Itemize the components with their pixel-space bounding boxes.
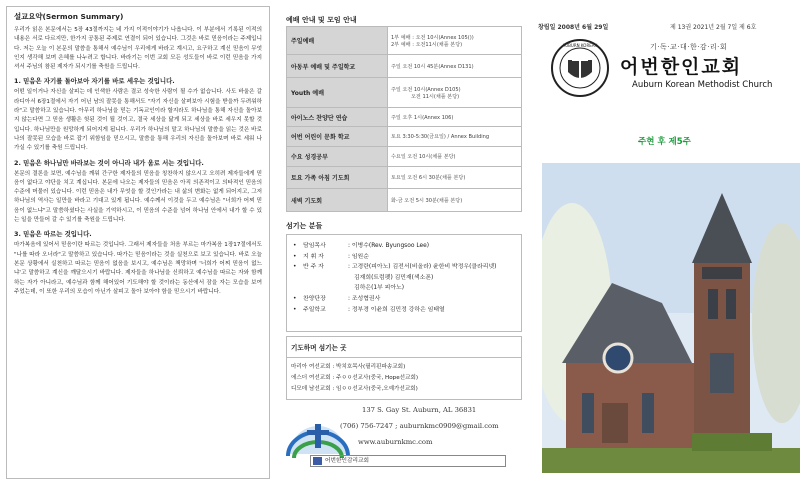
choir-title: 섬기는 분들 bbox=[286, 222, 323, 230]
schedule-row bbox=[287, 167, 521, 189]
schedule-title: 예배 안내 및 모임 안내 bbox=[286, 16, 357, 24]
schedule-row bbox=[287, 27, 521, 55]
choir-label: 지 휘 자 bbox=[303, 253, 324, 260]
prayer-item: 마리아 여선교회 : 박치호목사(필리핀파송교회) bbox=[291, 364, 406, 370]
church-building-photo bbox=[542, 163, 800, 473]
schedule-row-time bbox=[388, 147, 521, 166]
sermon-point-2-title: 2. 믿음은 하나님만 바라보는 것이 아니라 내가 움로 서는 것입니다. bbox=[14, 158, 204, 167]
prayer-title: 기도하며 섬기는 곳 bbox=[287, 337, 521, 358]
choir-value: : 고경란(피아노) 김전서(비올라) 윤한비 박정우(클라리넷) bbox=[348, 264, 497, 271]
choir-list bbox=[286, 234, 522, 332]
schedule-row-name: 아이노스 찬양단 연습 bbox=[287, 108, 388, 126]
schedule-row bbox=[287, 147, 521, 167]
choir-value: : 이병수(Rev. Byungsoo Lee) bbox=[348, 243, 430, 249]
church-logo-icon bbox=[286, 414, 350, 458]
choir-item bbox=[293, 273, 515, 284]
schedule-time-line: 주일 오후 1시(Annex 106) bbox=[391, 114, 454, 121]
issue-info: 제 13권 2021년 2월 7일 제 6호 bbox=[670, 24, 757, 31]
choir-value: : 임원순 bbox=[348, 253, 369, 260]
schedule-row bbox=[287, 127, 521, 147]
church-english-name: Auburn Korean Methodist Church bbox=[632, 80, 773, 90]
choir-item: • 반 주 자 : 고경란(피아노) 김전서(비올라) 윤한비 박정우(클라리넷) bbox=[293, 262, 515, 273]
sermon-point-2-body: 본문의 결론을 보면, 예수님을 깨워 간구한 제자들의 믿음을 칭찬하지 않으시고 오히려 제자들에게 믿음이 없다고 야단을 치고 계십니다. 본문에 나오는 제자들의 믿음은 아직 의존적이고 의타적인 믿음의 수준에 머물러 있습니다. 이런 믿음은 내가 무엇을 할 것인가라는 내 삶의 변화는 없게 되어지고, 그저 하나님의 역사는 일만을 바라고 기대고 있게 됩니다. 예수께서 이것을 두고 예수님은 "너희가 어찌 믿음이 없느냐"고 말씀하셨다는 사실을 기억하시고, 이 믿음의 수준을 넘어 하나님 안에서 내가 할 수 있는 일을 만들어 갈 수 있기를 축원을 드립니다. bbox=[14, 170, 262, 224]
choir-value: : 정부경 이윤희 김민정 강하은 임태열 bbox=[348, 306, 445, 313]
choir-item: • 지 휘 자 : 임원순 bbox=[293, 252, 515, 263]
choir-label: 찬양단장 bbox=[303, 295, 326, 302]
schedule-row-name: 새벽 기도회 bbox=[287, 189, 388, 211]
founding-date: 창립일 2008년 6월 29일 bbox=[538, 24, 609, 31]
denomination-subtitle: 기·독·교·대·한·감·리·회 bbox=[650, 43, 728, 51]
liturgical-week: 주현 후 제5주 bbox=[638, 137, 691, 147]
schedule-row-time bbox=[388, 78, 521, 107]
address-text: 137 S. Gay St. Auburn, AL 36831 bbox=[362, 406, 477, 414]
schedule-row-time bbox=[388, 127, 521, 146]
choir-value: 김재희(트럼펫) 김민재(색소폰) bbox=[354, 274, 434, 281]
choir-label: 반 주 자 bbox=[303, 264, 324, 271]
schedule-row-name: 토요 가족 아침 기도회 bbox=[287, 167, 388, 188]
schedule-time-line: 토요일 오전 6시 30분(채플 본당) bbox=[391, 175, 466, 181]
schedule-row bbox=[287, 55, 521, 78]
choir-item bbox=[293, 283, 515, 294]
schedule-row-time bbox=[388, 108, 521, 126]
website-link[interactable]: www.auburnkmc.com bbox=[358, 438, 433, 446]
schedule-row bbox=[287, 108, 521, 127]
schedule-row-time bbox=[388, 55, 521, 77]
sermon-intro: 우리가 읽은 본문에서는 5장 43절까지는 네 가지 이적이야기가 나옵니다. 이 부분에서 기록된 이적의 내용은 서로 다르지만, 한가지 공통된 주제로 연결이 되어 있습니다. 그것은 바로 믿음이라는 주제입니다. 저는 오늘 이 본문의 말씀을 통해서 예수님이 우리에게 바라고 계시고, 요구하고 계신 믿음이 무엇인지 생각해 보며 은혜를 나누려고 합니다. 바라기는 이번 교회 모든 성도들이 바로 이런 믿음을 가지셔서 주님의 참된 제자가 되시기를 축원을 드립니다. bbox=[14, 27, 262, 71]
prayer-list bbox=[287, 358, 521, 399]
schedule-row-name: 주일예배 bbox=[287, 27, 388, 54]
contact-block bbox=[286, 400, 522, 485]
schedule-row-name: 수요 성경공부 bbox=[287, 147, 388, 166]
phone-email-text[interactable]: (706) 756-7247 ; auburnkmc0909@gmail.com bbox=[340, 422, 499, 430]
search-text: 어번한인감리교회 bbox=[325, 458, 369, 464]
choir-label: 주일학교 bbox=[303, 306, 326, 313]
schedule-row-name: 아동부 예배 및 주일학교 bbox=[287, 55, 388, 77]
choir-value: : 조성협권사 bbox=[348, 295, 381, 302]
prayer-item: 에스더 여선교회 : 주ㅇㅇ선교사(중국, Hope선교회) bbox=[291, 375, 419, 381]
schedule-row-time bbox=[388, 167, 521, 188]
prayer-item: 디모데 남선교회 : 임ㅇㅇ선교사(중국,오예가선교회) bbox=[291, 386, 418, 392]
sermon-point-1-title: 1. 믿음은 자기를 돌아보아 자기를 바로 세우는 것입니다. bbox=[14, 77, 175, 86]
schedule-row-time bbox=[388, 27, 521, 54]
search-bar[interactable] bbox=[310, 455, 506, 467]
schedule-row bbox=[287, 78, 521, 108]
search-brand-icon bbox=[313, 457, 322, 465]
schedule-time-line: 1부 예배 : 오전 10시(Annex 105()) bbox=[391, 34, 474, 41]
schedule-row bbox=[287, 189, 521, 211]
schedule-table bbox=[286, 26, 522, 212]
svg-text:AUBURN KOREAN: AUBURN KOREAN bbox=[562, 43, 598, 48]
choir-item: • 주일학교 : 정부경 이윤희 김민정 강하은 임태열 bbox=[293, 305, 515, 316]
sermon-point-3-title: 3. 믿음은 따르는 것입니다. bbox=[14, 230, 92, 239]
schedule-time-line: 화-금 오전 5시 30분(채플 본당) bbox=[391, 197, 463, 204]
cover-panel bbox=[534, 0, 800, 485]
schedule-time-line: 2부 예배 : 오전11시(채플 본당) bbox=[391, 41, 463, 48]
schedule-time-line: 주일 오전 10시(Annex D105) bbox=[391, 86, 461, 93]
schedule-time-line: 오전 11시(채플 본당) bbox=[411, 93, 460, 100]
sermon-point-1-body: 어떤 일이거나 자신을 살피는 데 인색한 사람은 결코 성숙한 사람이 될 수가 없습니다. 사도 바울은 갈라디아서 6장1절에서 자기 어닌 남의 잘못을 통해서도 "자기 자신을 살펴보아 시험을 받을까 두려워하라"고 말씀하고 있습니다. 아무리 하나님을 믿는 기독교인이라 할지라도 하나님을 통해 자신을 돌아보지 않는다면 그 믿음 생활은 헛된 것이 될 것이고, 결국 세상을 닮게 되고 세상을 바로 세우지 못할 것입니다. 하나님만을 원망하게 되어지게 됩니다. 우리가 하나님의 말고 하나님의 말씀을 읽는 것은 바로 나의 잘못된 모습을 바로 잡기 위함임을 믿으시고, 말씀을 통해 우리의 자신을 돌아보며 바로 세워 나가실 수 있기를 축원 드립니다. bbox=[14, 89, 262, 152]
schedule-row-name: Youth 예배 bbox=[287, 78, 388, 107]
schedule-time-line: 토요 3:30-5:30(금요일) / Annex Building bbox=[391, 134, 490, 140]
schedule-row-name: 어번 어린이 문화 학교 bbox=[287, 127, 388, 146]
sermon-title: 설교요약(Sermon Summary) bbox=[14, 12, 124, 21]
schedule-row-time bbox=[388, 189, 521, 211]
choir-label: 담임목사 bbox=[303, 243, 326, 249]
choir-item: • 찬양단장 : 조성협권사 bbox=[293, 294, 515, 305]
sermon-point-3-body: 마가복음에 있어서 믿음이란 따르는 것입니다. 그래서 제자들을 처음 부르는 마가복음 1장17절에서도 "나를 따라 오너라"고 말씀하고 있습니다. 따가는 믿음이라는 것을 실천으로 보고 있습니다. 바로 오늘 본문 상황에서 실천하고 따르는 믿음이 없음을 보시고, 예수님은 책망하며 '너희가 어찌 믿음이 없느냐'고 말씀하고 계신을 깨달으시기 바랍니다. 제자들을 하나님을 신뢰하고 예수님을 따르는 자와 함께 하는 자가 아니라고, 예수님과 함께 해어있어 기도해야 할 것이라는 동산에서 잠을 자는 모습을 보여 주었는데, 이 또한 우리의 모습이 아닌가 살피고 돌아 보아야 함을 믿으시기 바랍니다. bbox=[14, 242, 262, 295]
church-name: 어번한인교회 bbox=[620, 56, 743, 78]
sermon-summary bbox=[6, 6, 270, 479]
prayer-box bbox=[286, 336, 522, 400]
choir-value: 김하은(1부 피아노) bbox=[354, 285, 405, 292]
methodist-seal-icon bbox=[550, 38, 610, 98]
schedule-time-line: 주일 오전 10시 45분(Annex D131) bbox=[391, 63, 474, 70]
choir-item: • 담임목사 : 이병수(Rev. Byungsoo Lee) bbox=[293, 241, 515, 252]
schedule-time-line: 수요일 오전 10시(채플 본당) bbox=[391, 154, 456, 160]
